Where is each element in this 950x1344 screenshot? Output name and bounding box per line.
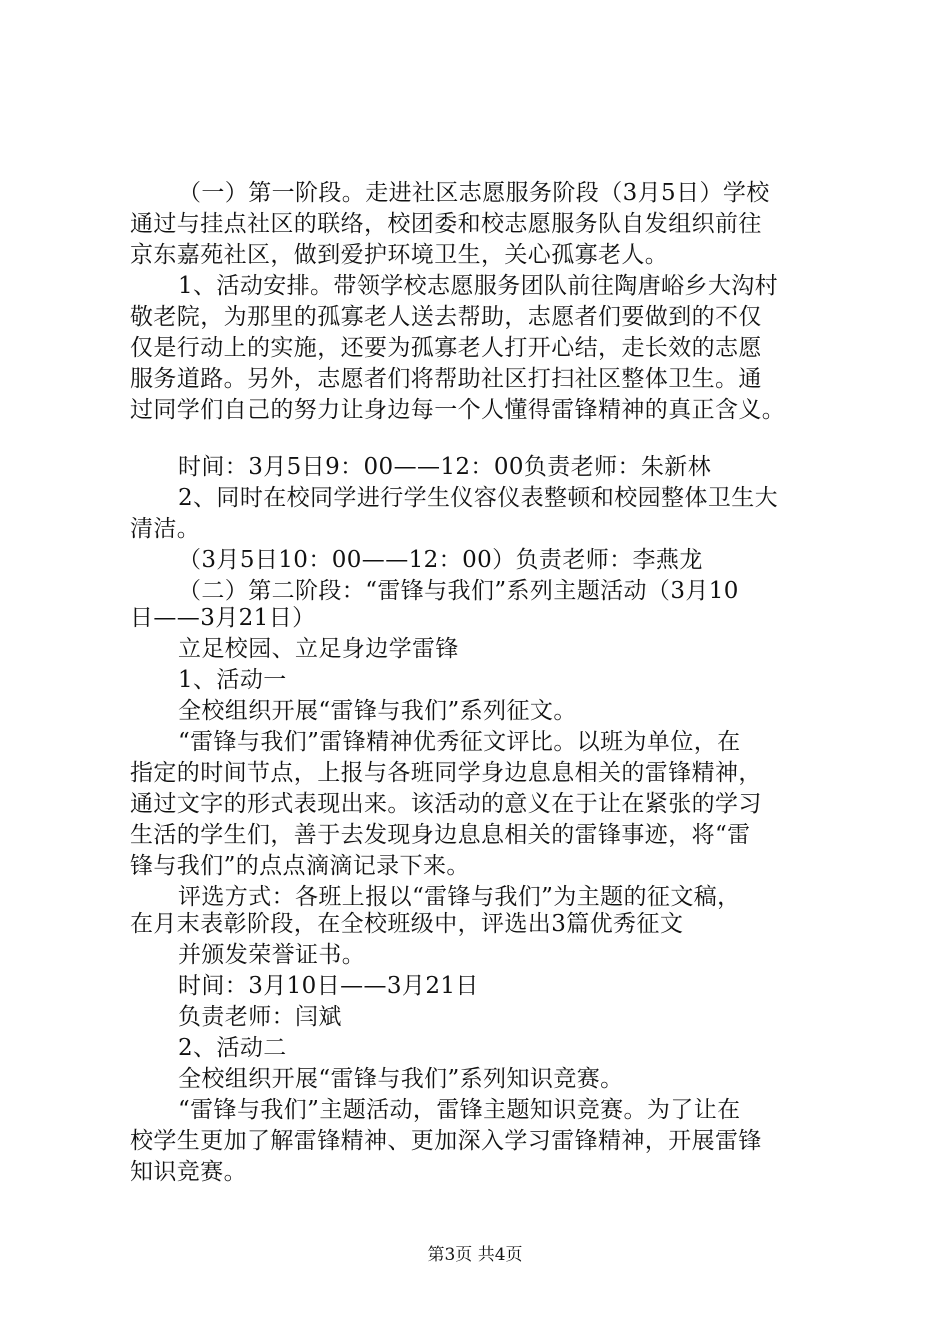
paragraph-line: 全校组织开展“雷锋与我们”系列征文。 <box>178 698 577 724</box>
paragraph-line: 并颁发荣誉证书。 <box>178 942 366 968</box>
paragraph-line: 2、活动二 <box>178 1035 287 1061</box>
paragraph-line: 服务道路。另外，志愿者们将帮助社区打扫社区整体卫生。通 <box>130 366 762 392</box>
paragraph-line: 锋与我们”的点点滴滴记录下来。 <box>130 853 470 879</box>
paragraph-line: 通过与挂点社区的联络，校团委和校志愿服务队自发组织前往 <box>130 211 762 237</box>
paragraph-line: 指定的时间节点，上报与各班同学身边息息相关的雷锋精神， <box>130 760 762 786</box>
paragraph-line: （一）第一阶段。走进社区志愿服务阶段（3月5日）学校 <box>178 180 770 206</box>
paragraph-line: 京东嘉苑社区，做到爱护环境卫生，关心孤寡老人。 <box>130 242 669 268</box>
paragraph-line: “雷锋与我们”主题活动，雷锋主题知识竞赛。为了让在 <box>178 1097 741 1123</box>
paragraph-line: 立足校园、立足身边学雷锋 <box>178 636 459 662</box>
paragraph-line: 日——3月21日） <box>130 605 316 631</box>
paragraph-line: 通过文字的形式表现出来。该活动的意义在于让在紧张的学习 <box>130 791 762 817</box>
paragraph-line: （二）第二阶段：“雷锋与我们”系列主题活动（3月10 <box>178 578 739 604</box>
paragraph-line: 时间：3月10日——3月21日 <box>178 973 479 999</box>
paragraph-line: 仅是行动上的实施，还要为孤寡老人打开心结，走长效的志愿 <box>130 335 762 361</box>
paragraph-line: 过同学们自己的努力让身边每一个人懂得雷锋精神的真正含义。 <box>130 397 786 423</box>
paragraph-line: 1、活动一 <box>178 667 287 693</box>
page-footer: 第3页 共4页 <box>427 1245 523 1265</box>
paragraph-line: 敬老院，为那里的孤寡老人送去帮助，志愿者们要做到的不仅 <box>130 304 762 330</box>
paragraph-line: （3月5日10：00——12：00）负责老师：李燕龙 <box>178 547 703 573</box>
paragraph-line: 知识竞赛。 <box>130 1159 247 1185</box>
paragraph-line: “雷锋与我们”雷锋精神优秀征文评比。以班为单位，在 <box>178 729 741 755</box>
paragraph-line: 负责老师：闫斌 <box>178 1004 342 1030</box>
paragraph-line: 在月末表彰阶段，在全校班级中，评选出3篇优秀征文 <box>130 911 684 937</box>
paragraph-line: 清洁。 <box>130 516 201 542</box>
paragraph-line: 校学生更加了解雷锋精神、更加深入学习雷锋精神，开展雷锋 <box>130 1128 762 1154</box>
paragraph-line: 评选方式：各班上报以“雷锋与我们”为主题的征文稿， <box>178 884 741 910</box>
paragraph-line: 1、活动安排。带领学校志愿服务团队前往陶唐峪乡大沟村 <box>178 273 779 299</box>
paragraph-line: 2、同时在校同学进行学生仪容仪表整顿和校园整体卫生大 <box>178 485 779 511</box>
paragraph-line: 生活的学生们，善于去发现身边息息相关的雷锋事迹，将“雷 <box>130 822 751 848</box>
paragraph-line: 时间：3月5日9：00——12：00负责老师：朱新林 <box>178 454 712 480</box>
paragraph-line: 全校组织开展“雷锋与我们”系列知识竞赛。 <box>178 1066 624 1092</box>
